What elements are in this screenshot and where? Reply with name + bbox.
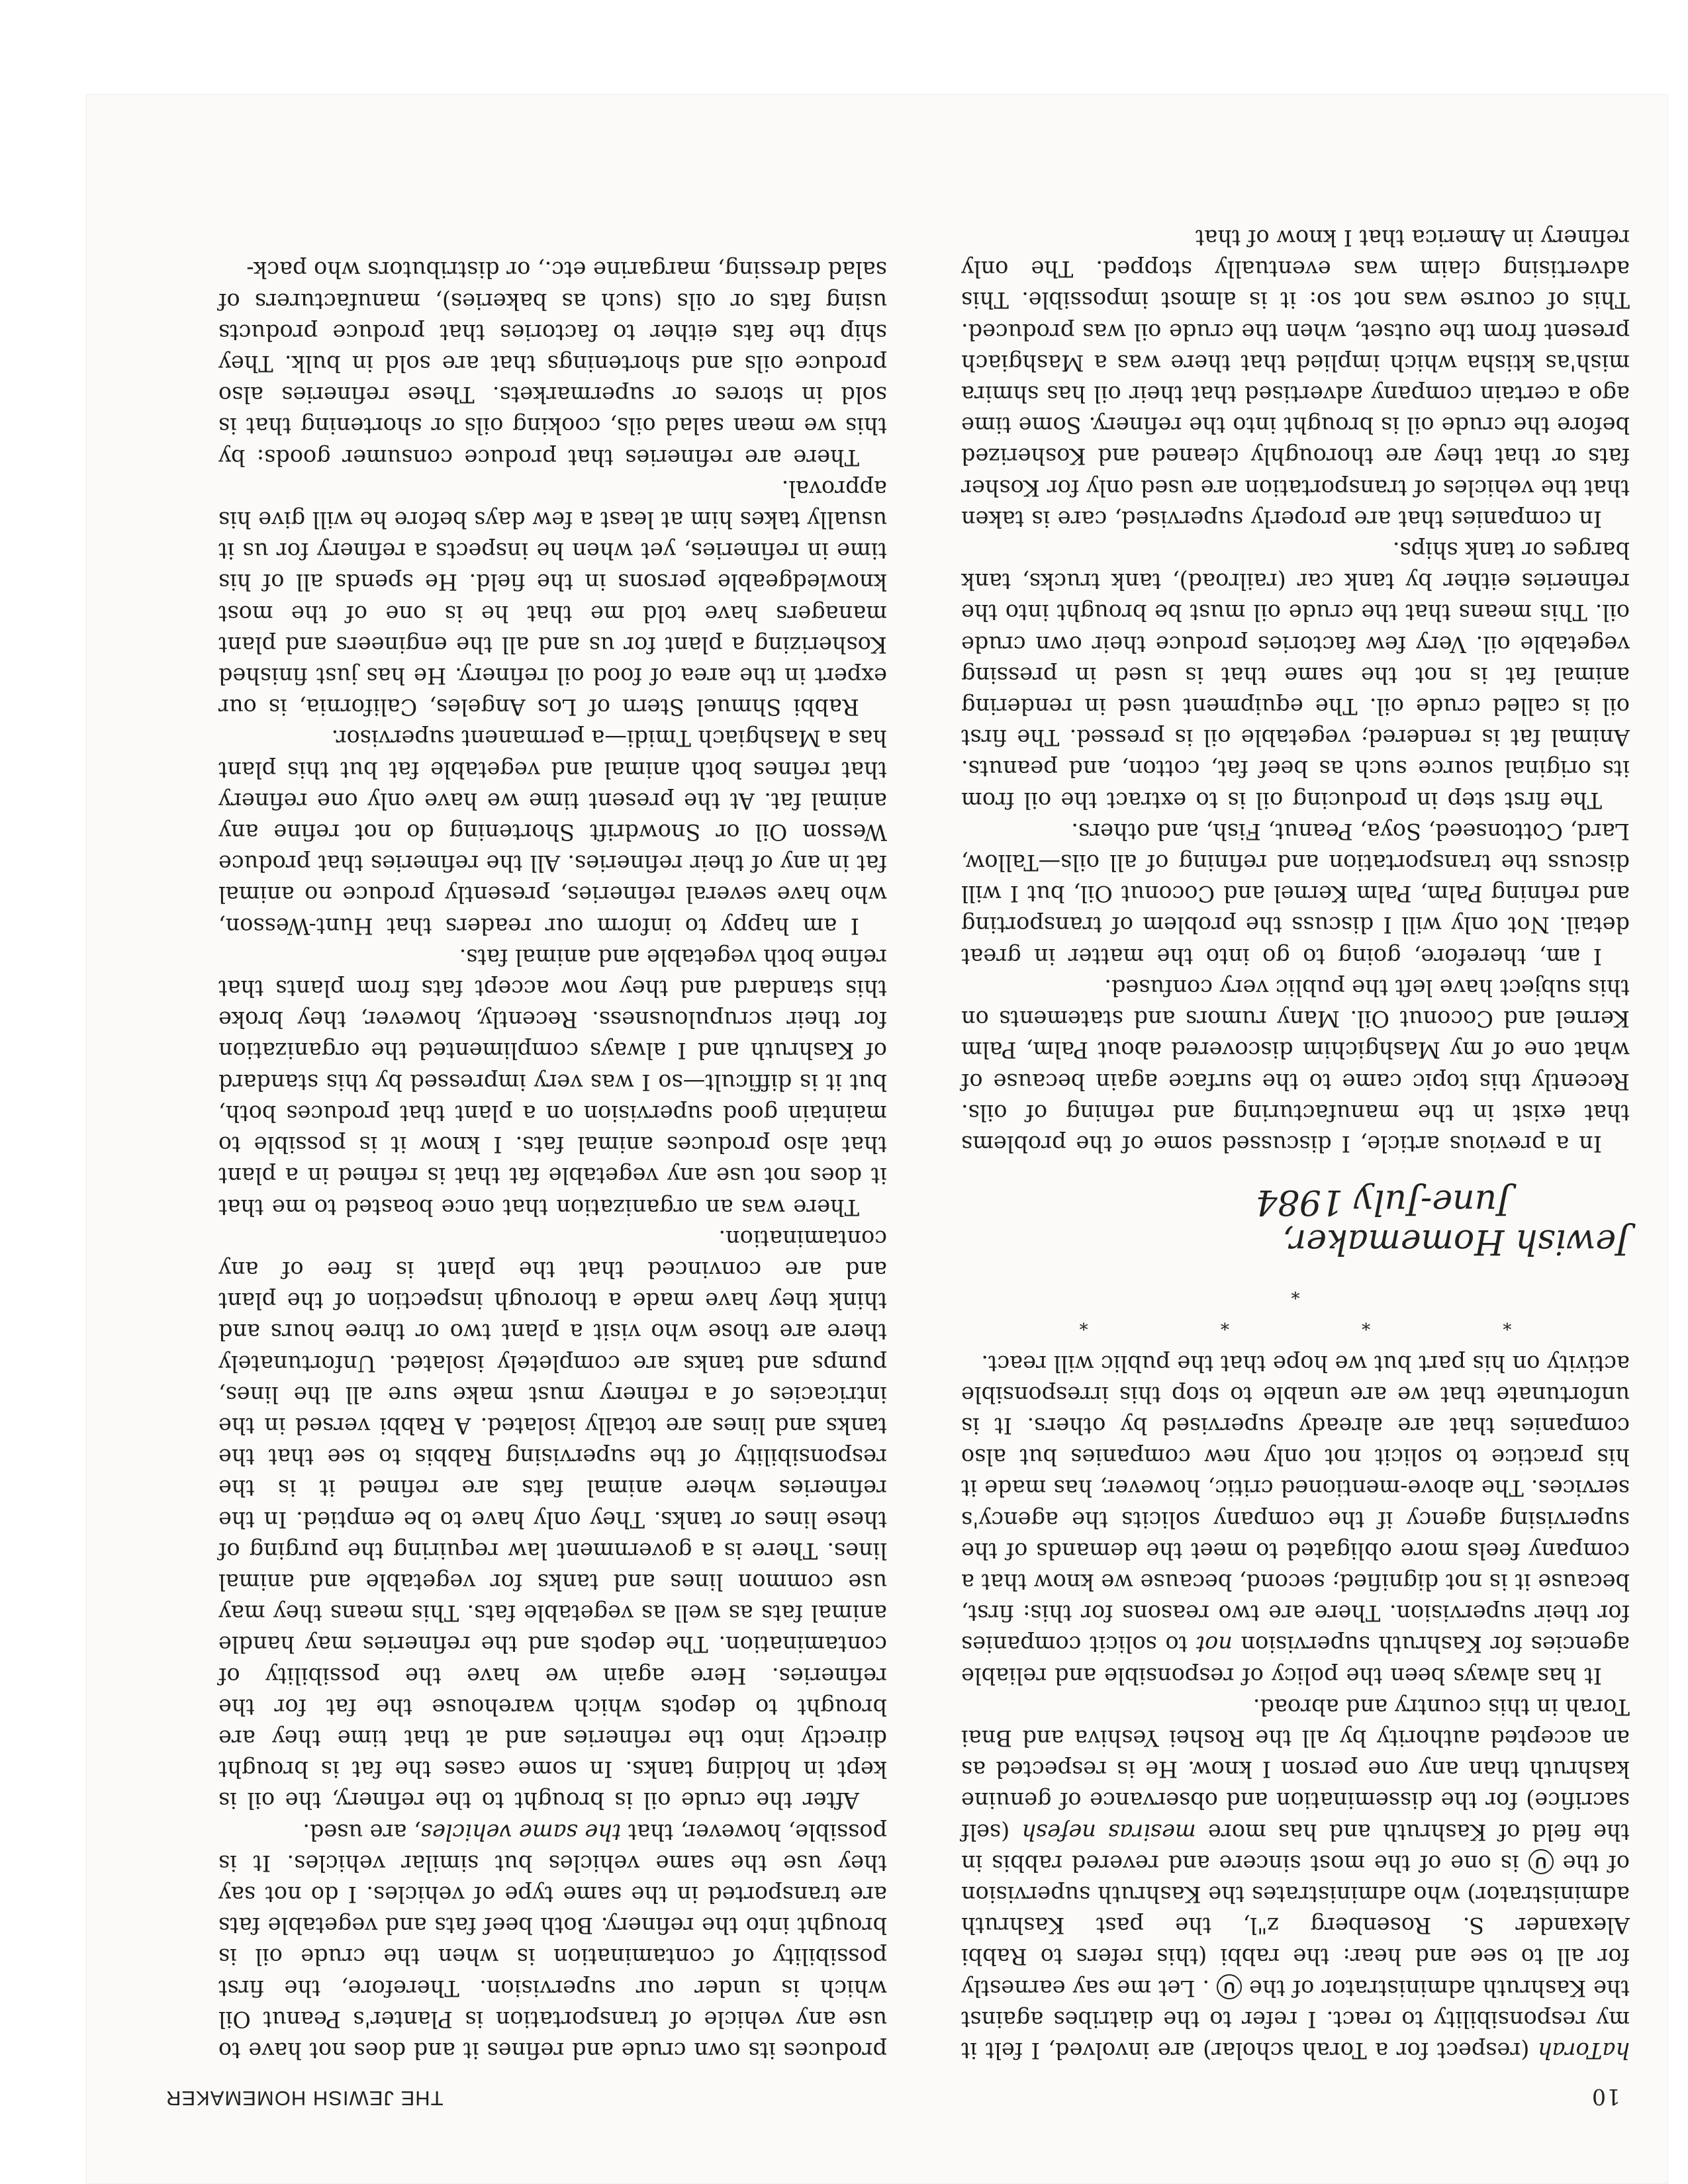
text-run: to solicit companies for their supervision. There are two reasons for this: first, because it is not dignified; second, because we know that a company feels more obligated to meet the demands of the supervising agency if the company solicits the agency's services. The above-mentioned critic, however, has made it his practice to solicit not only new companies but also companies that are already supervised by others. It is unfortunate that we are unable to stop this irresponsible activity on his part but we hope that the public will react. <box>961 1350 1630 1658</box>
paragraph: In companies that are properly supervised, care is taken that the vehicles of transportation are used only for Kosher fats or that they are thoroughly cleaned and Kosherized before the crude oil is brought into the refinery. Some time ago a certain company advertised that their oil has shmira mish'as ktisha which implied that there was a Mashgiach present from the outset, when the crude oil was produced. This of course was not so: it is almost impossible. This advertising claim was eventually stopped. The only refinery in America that I know of that <box>961 225 1630 532</box>
italic-term: haTorah <box>1537 2038 1630 2064</box>
paragraph: In a previous article, I discussed some of the problems that exist in the manufacturing and refining of oils. Recently this topic came to the surface again because of what one of my Mashgichim discovered about Palm, Palm Kernel and Coconut Oil. Many rumors and statements on this subject have left the public very confused. <box>961 974 1630 1157</box>
section-divider-asterisks: * * * * * <box>1015 1282 1512 1334</box>
citation-journal: Jewish Homemaker, <box>1282 1221 1630 1261</box>
paragraph: Rabbi Shmuel Stern of Los Angeles, California, is our expert in the area of food oil refinery. He has just finished Kosherizing a plant for us and all the engineers and plant managers have told me that he is one of the most knowledgeable persons in the field. He spends all of his time in refineries, yet when he inspects a refinery for us it usually takes him at least a few days before he will give his approval. <box>218 475 887 721</box>
text-run: , are used. <box>303 1819 421 1845</box>
paragraph: I am happy to inform our readers that Hunt-Wesson, who have several refineries, presently produce no animal fat in any of their refineries. All the refineries that produce Wesson Oil or Snowdrift Shortening do not refine any animal fat. At the present time we have only one refinery that refines both animal and vegetable fat but this plant has a Mashgiach Tmidi—a permanent supervisor. <box>218 725 887 939</box>
text-run: produces its own crude and refines it and does not have to use any vehicle of transportation is Planter's Peanut Oil which is under our supervision. Therefore, the first possibility of contamination is when the crude oil is brought into the refinery. Both beef fats and vegetable fats are transported in the same type of vehicles. I do not say they use the same vehicles but similar vehicles. It is possible, however, that <box>218 1819 887 2064</box>
left-column <box>961 222 1630 2066</box>
right-column <box>218 254 887 2066</box>
circled-u-icon: U <box>1217 1974 1242 1999</box>
text-run: . Let me say earnestly for all to see and hear: the rabbi (this refers to Rabbi Alexander S. Rosenberg z"l, the past Kashruth administrator) who administrates the Kashruth supervision of the <box>961 1850 1630 2001</box>
text-run: is one of the most sincere and revered rabbis in the field of Kashruth and has more <box>961 1819 1630 1876</box>
text-run: It has always been the policy of responsible and reliable agencies for Kashruth supervision <box>961 1631 1630 1689</box>
text-run: (self sacrifice) for the dissemination and observance of genuine kashruth than any one person I know. He is respected as an accepted authority by all the Roshei Yeshiva and Bnai Torah in this country and abroad. <box>961 1694 1630 1845</box>
paragraph: There are refineries that produce consumer goods: by this we mean salad oils, cooking oils or shortening that is sold in stores or supermarkets. These refineries also produce oils and shortenings that are sold in bulk. They ship the fats either to factories that produce products using fats or oils (such as bakeries), manufacturers of salad dressing, margarine etc., or distributors who pack- <box>218 257 887 471</box>
source-citation <box>961 1182 1630 1261</box>
paragraph <box>218 1816 887 2066</box>
italic-term: mesiras nefesh <box>1021 1819 1196 1845</box>
circled-u-icon: U <box>1528 1849 1554 1874</box>
text-run: (respect for a Torah scholar) are involved, I felt it my responsibility to react. I refer to the diatribes against the Kashruth administrator of the <box>961 1975 1630 2064</box>
paragraph: I am, therefore, going to go into the matter in great detail. Not only will I discuss the problem of transporting and refining Palm, Palm Kernel and Coconut Oil, but I will discuss the transportation and refining of all oils—Tallow, Lard, Cottonseed, Soya, Peanut, Fish, and others. <box>961 818 1630 970</box>
journal-page-rotated-180 <box>86 94 1668 2184</box>
paragraph: The first step in producing oil is to extract the oil from its original source such as beef fat, cotton, and peanuts. Animal fat is rendered; vegetable oil is pressed. The first oil is called crude oil. The equipment used in rendering animal fat is not the same that is used in pressing vegetable oil. Very few factories produce their own crude oil. This means that the crude oil must be brought into the refineries either by tank car (railroad), tank trucks, tank barges or tank ships. <box>961 537 1630 813</box>
italic-term: not <box>1196 1631 1233 1658</box>
page-number: 10 <box>1591 2084 1620 2110</box>
paragraph <box>961 1347 1630 1691</box>
paragraph: There was an organization that once boasted to me that it does not use any vegetable fat that is refined in a plant that also produces animal fats. I know it is possible to maintain good supervision on a plant that produces both, but it is difficult—so I was very impressed by this standard of Kashruth and I always complimented the organization for their scrupulousness. Recently, however, they broke this standard and they now accept fats from plants that refine both vegetable and animal fats. <box>218 944 887 1220</box>
italic-term: the same vehicles <box>420 1819 622 1845</box>
paragraph: After the crude oil is brought to the refinery, the oil is kept in holding tanks. In some cases the fat is brought directly into the refineries and at that time they are brought to depots which warehouse the fat for the refineries. Here again we have the possibility of contamination. The depots and the refineries may handle animal fats as well as vegetable fats. This means they may use common lines and tanks for vegetable and animal lines. There is a government law requiring the purging of these lines or tanks. They only have to be emptied. In the refineries where animal fats are refined it is the responsibility of the supervising Rabbis to see that the tanks and lines are totally isolated. A Rabbi versed in the intricacies of a refinery must make sure all the lines, pumps and tanks are completely isolated. Unfortunately there are those who visit a plant two or three hours and think they have made a thorough inspection of the plant and are convinced that the plant is free of any contamination. <box>218 1225 887 1814</box>
paragraph <box>961 1692 1630 2066</box>
running-header-title: THE JEWISH HOMEMAKER <box>165 2087 444 2110</box>
citation-date: June-July 1984 <box>1255 1181 1511 1222</box>
